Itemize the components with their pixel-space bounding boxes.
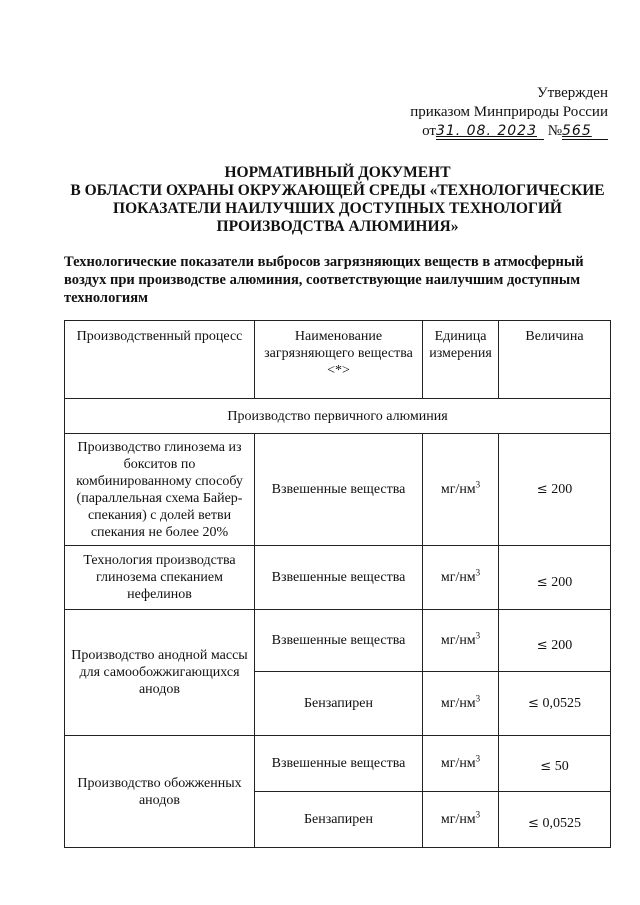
process-cell: Производство глинозема из бокситов по комбинированному способу (параллельная схема Байер-спекания) с долей ветви спекания не более 20% <box>65 434 255 546</box>
process-cell: Производство анодной массы для самообожжигающихся анодов <box>65 610 255 736</box>
value-number: 0,0525 <box>542 815 581 831</box>
value-number: 200 <box>551 637 573 653</box>
approval-line-1: Утвержден <box>536 85 608 101</box>
unit-cell <box>423 672 499 736</box>
approval-line-2: приказом Минприроды России <box>410 104 608 120</box>
table-row <box>65 610 611 672</box>
value-cell <box>499 546 611 610</box>
value-cell <box>499 434 611 546</box>
date-prefix: от <box>422 123 436 139</box>
title-line-1: НОРМАТИВНЫЙ ДОКУМЕНТ <box>224 164 451 181</box>
unit-cell <box>423 546 499 610</box>
header-row <box>65 321 611 399</box>
unit-cell <box>423 792 499 848</box>
table-row <box>65 736 611 792</box>
le-symbol: ≤ <box>536 482 548 497</box>
section-row <box>65 399 611 434</box>
value-cell <box>499 672 611 736</box>
approval-date-line <box>410 122 608 141</box>
le-symbol: ≤ <box>536 574 548 590</box>
unit-exp: 3 <box>475 479 481 490</box>
unit-base: мг/нм <box>440 482 476 497</box>
header-value: Величина <box>499 321 611 399</box>
value-cell <box>499 610 611 672</box>
value-cell <box>499 736 611 792</box>
unit-cell <box>423 736 499 792</box>
unit-base: мг/нм <box>440 633 476 648</box>
pollutant-cell: Бензапирен <box>255 792 423 848</box>
table-row <box>65 434 611 546</box>
le-symbol: ≤ <box>536 637 548 653</box>
header-unit: Единица измерения <box>423 321 499 399</box>
process-cell: Технология производства глинозема спеканием нефелинов <box>65 546 255 610</box>
pollutant-cell: Бензапирен <box>255 672 423 736</box>
le-symbol: ≤ <box>540 758 552 774</box>
value-number: 200 <box>551 482 573 497</box>
title-line-4: ПРОИЗВОДСТВА АЛЮМИНИЯ» <box>216 218 459 235</box>
le-symbol: ≤ <box>528 696 539 711</box>
le-symbol: ≤ <box>528 815 539 831</box>
unit-exp: 3 <box>475 753 481 764</box>
value-cell <box>499 792 611 848</box>
pollutant-cell: Взвешенные вещества <box>255 736 423 792</box>
approval-number: 565 <box>562 123 592 139</box>
value-number: 200 <box>551 574 573 590</box>
table-caption: Технологические показатели выбросов загрязняющих веществ в атмосферный воздух при производстве алюминия, соответствующие наилучшим доступным технологиям <box>64 254 584 306</box>
unit-cell <box>423 610 499 672</box>
unit-exp: 3 <box>475 567 481 578</box>
unit-exp: 3 <box>475 693 481 704</box>
header-pollutant: Наименование загрязняющего вещества <*> <box>255 321 423 399</box>
table-row <box>65 546 611 610</box>
title-line-3: ПОКАЗАТЕЛИ НАИЛУЧШИХ ДОСТУПНЫХ ТЕХНОЛОГИЙ <box>113 200 562 217</box>
unit-exp: 3 <box>475 809 481 820</box>
unit-base: мг/нм <box>440 696 476 711</box>
unit-base: мг/нм <box>440 812 476 827</box>
section-title: Производство первичного алюминия <box>65 399 611 434</box>
pollutant-cell: Взвешенные вещества <box>255 434 423 546</box>
unit-base: мг/нм <box>440 756 476 771</box>
header-process: Производственный процесс <box>65 321 255 399</box>
unit-exp: 3 <box>475 630 481 641</box>
unit-cell <box>423 434 499 546</box>
approval-date: 31. 08. 2023 <box>435 123 537 139</box>
document-title <box>60 164 615 236</box>
emissions-table <box>64 320 611 848</box>
title-line-2: В ОБЛАСТИ ОХРАНЫ ОКРУЖАЮЩЕЙ СРЕДЫ «ТЕХНОЛОГИЧЕСКИЕ <box>70 182 605 199</box>
value-number: 50 <box>554 758 569 774</box>
value-number: 0,0525 <box>542 696 581 711</box>
unit-base: мг/нм <box>440 570 476 585</box>
number-prefix: № <box>547 123 562 139</box>
pollutant-cell: Взвешенные вещества <box>255 610 423 672</box>
pollutant-cell: Взвешенные вещества <box>255 546 423 610</box>
approval-block <box>410 84 608 141</box>
process-cell: Производство обожженных анодов <box>65 736 255 848</box>
